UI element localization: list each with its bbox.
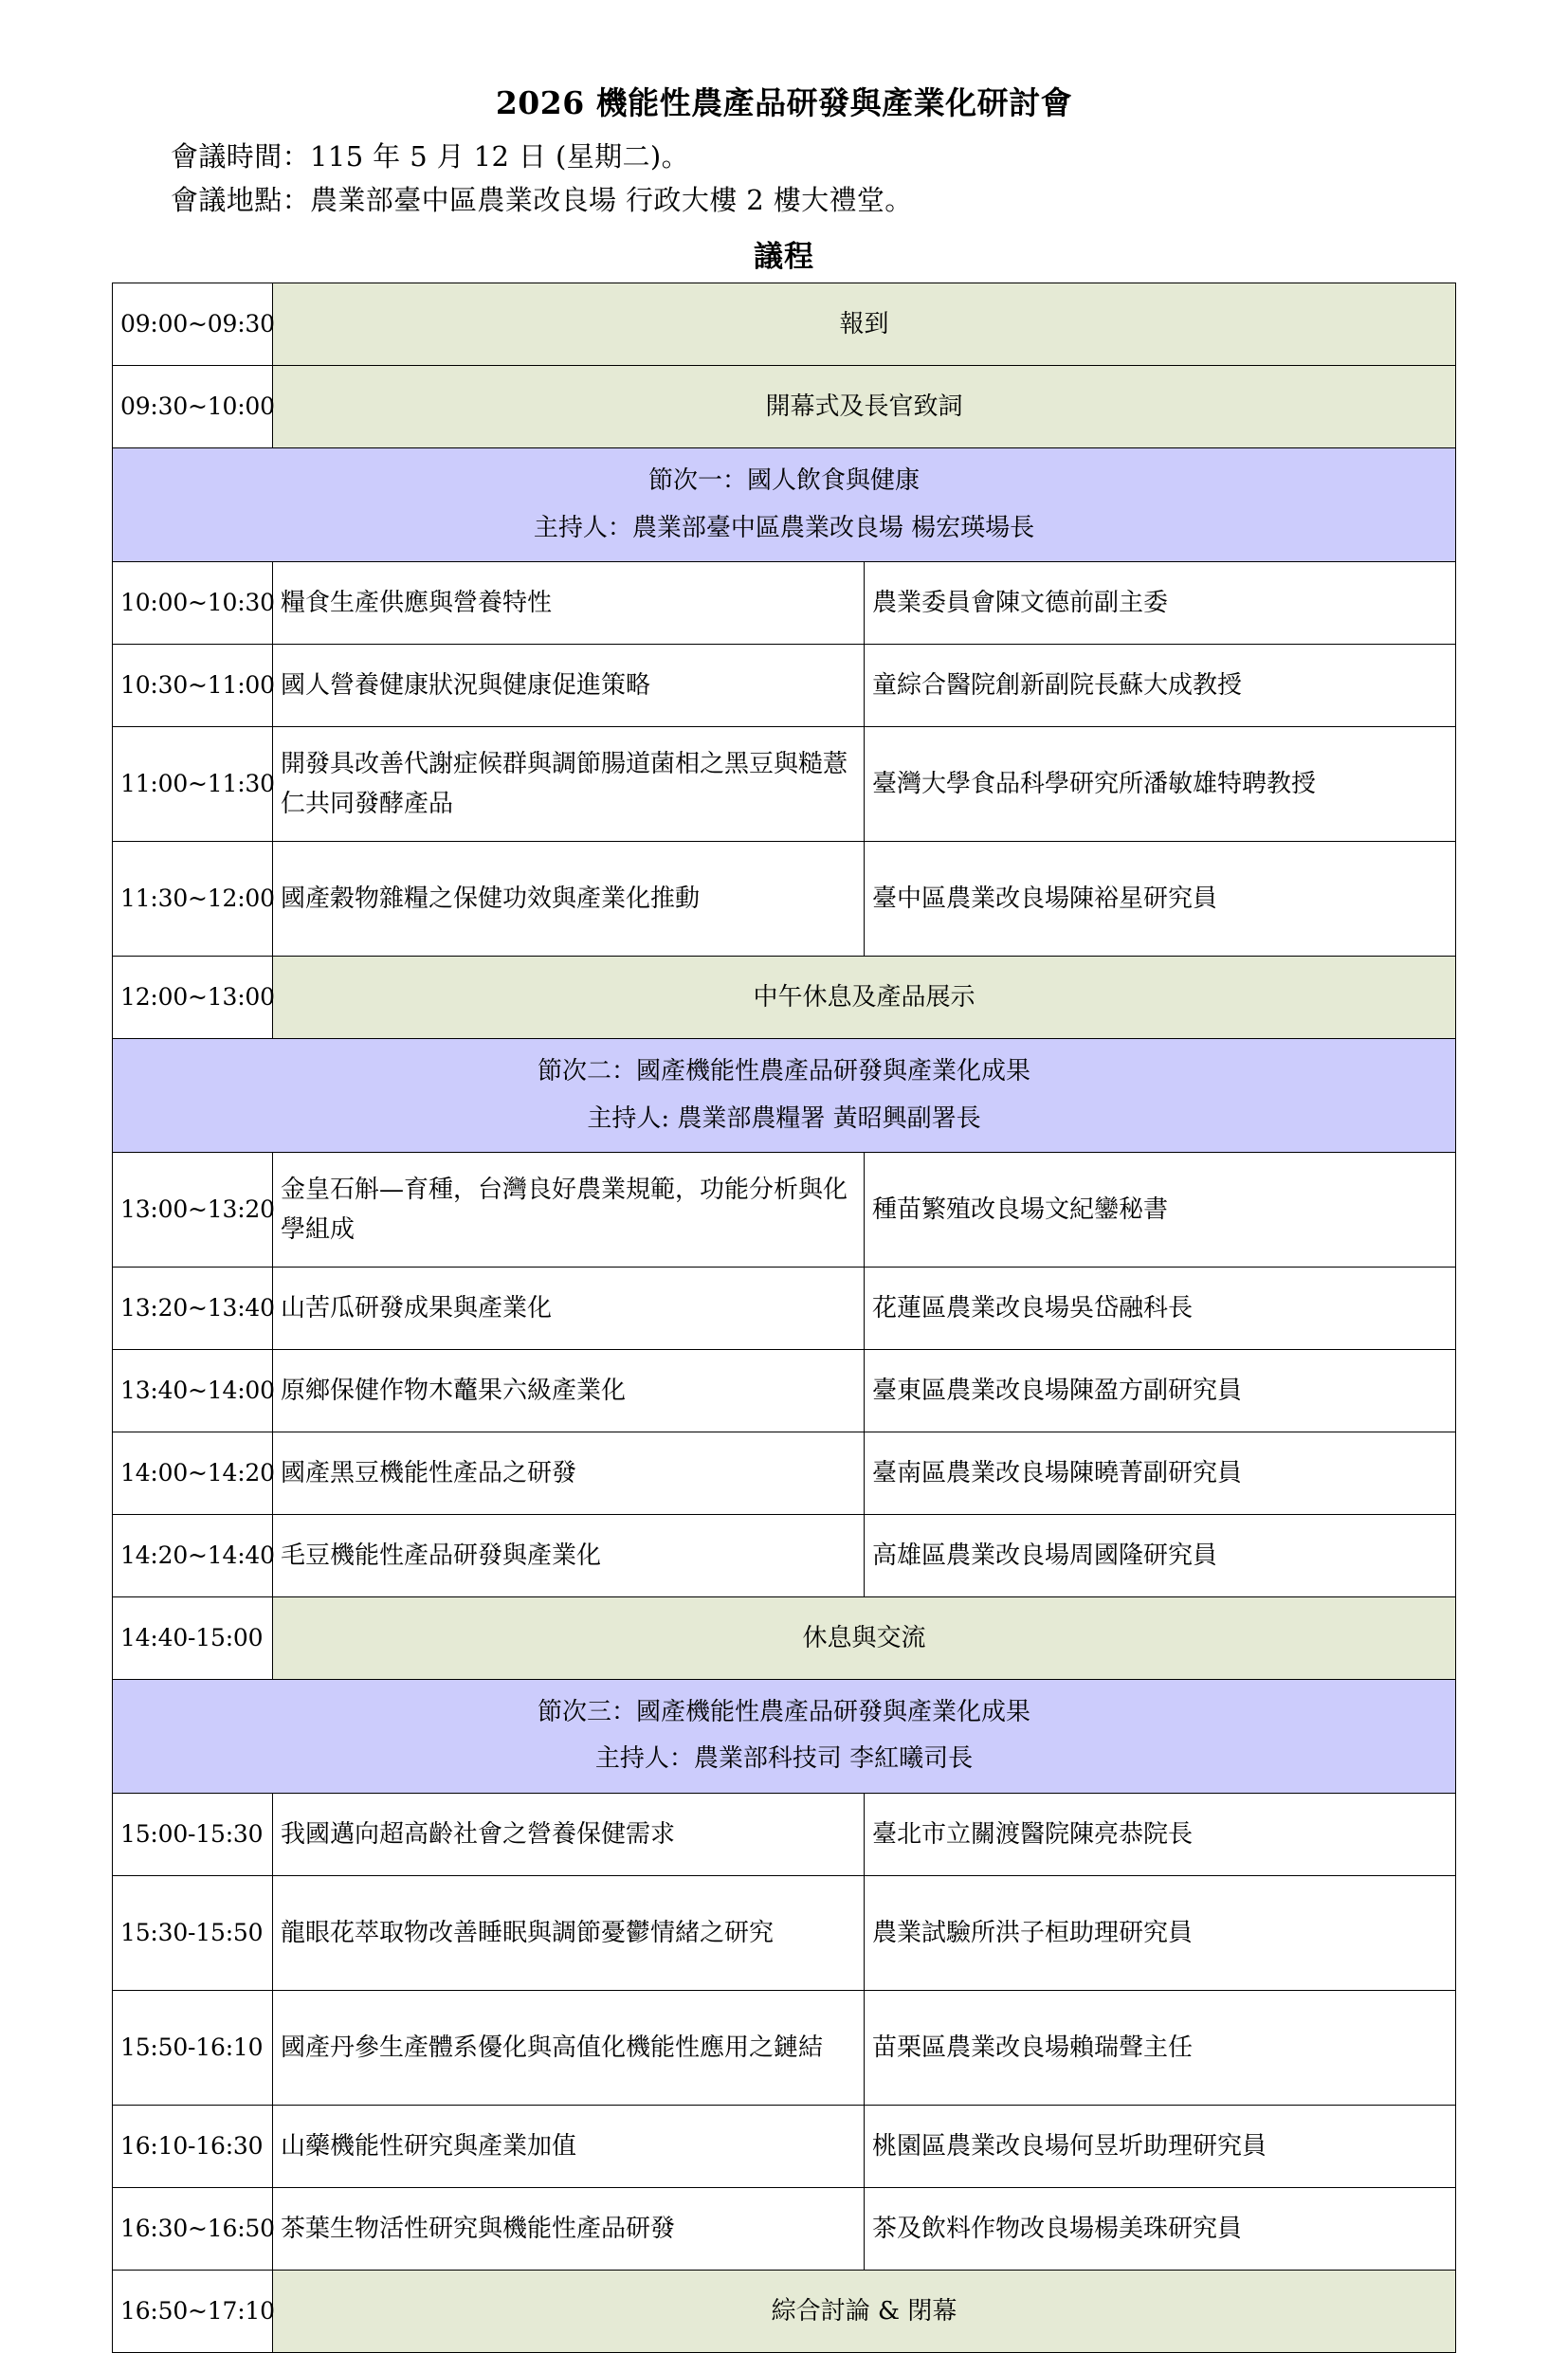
break-label-cell: 中午休息及產品展示 <box>273 957 1456 1039</box>
speaker-cell: 臺中區農業改良場陳裕星研究員 <box>865 842 1456 957</box>
session-header-row <box>113 448 1456 562</box>
agenda-table-body <box>113 283 1456 2352</box>
table-row <box>113 2105 1456 2187</box>
topic-cell: 糧食生產供應與營養特性 <box>273 562 865 645</box>
topic-cell: 山藥機能性研究與產業加值 <box>273 2105 865 2187</box>
speaker-cell: 花蓮區農業改良場吳岱融科長 <box>865 1267 1456 1349</box>
table-row <box>113 645 1456 727</box>
table-row <box>113 1875 1456 1990</box>
break-row <box>113 957 1456 1039</box>
meeting-time-line: 會議時間：115 年 5 月 12 日 (星期二)。 <box>171 140 690 173</box>
session-moderator: 主持人：農業部臺中區農業改良場 楊宏瑛場長 <box>533 513 1035 542</box>
agenda-table <box>112 283 1456 2352</box>
table-row <box>113 1267 1456 1349</box>
time-cell: 16:30~16:50 <box>113 2187 273 2270</box>
topic-cell: 國產穀物雜糧之保健功效與產業化推動 <box>273 842 865 957</box>
table-row <box>113 727 1456 842</box>
time-cell: 14:00~14:20 <box>113 1432 273 1514</box>
break-label-cell: 開幕式及長官致詞 <box>273 366 1456 448</box>
speaker-cell: 臺灣大學食品科學研究所潘敏雄特聘教授 <box>865 727 1456 842</box>
table-row <box>113 1514 1456 1596</box>
table-row <box>113 1793 1456 1875</box>
speaker-cell: 高雄區農業改良場周國隆研究員 <box>865 1514 1456 1596</box>
speaker-cell: 農業試驗所洪子桓助理研究員 <box>865 1875 1456 1990</box>
topic-cell: 我國邁向超高齡社會之營養保健需求 <box>273 1793 865 1875</box>
topic-cell: 山苦瓜研發成果與產業化 <box>273 1267 865 1349</box>
break-label-cell: 綜合討論 & 閉幕 <box>273 2270 1456 2352</box>
time-cell: 11:00~11:30 <box>113 727 273 842</box>
meeting-place-line: 會議地點：農業部臺中區農業改良場 行政大樓 2 樓大禮堂。 <box>171 184 913 217</box>
break-row <box>113 2270 1456 2352</box>
time-cell: 11:30~12:00 <box>113 842 273 957</box>
break-row <box>113 366 1456 448</box>
break-row <box>113 283 1456 366</box>
topic-cell: 茶葉生物活性研究與機能性產品研發 <box>273 2187 865 2270</box>
time-cell: 10:30~11:00 <box>113 645 273 727</box>
speaker-cell: 臺南區農業改良場陳曉菁副研究員 <box>865 1432 1456 1514</box>
topic-cell: 開發具改善代謝症候群與調節腸道菌相之黑豆與糙薏仁共同發酵產品 <box>273 727 865 842</box>
table-row <box>113 2187 1456 2270</box>
session-moderator: 主持人: 農業部農糧署 黃昭興副署長 <box>587 1104 981 1133</box>
speaker-cell: 茶及飲料作物改良場楊美珠研究員 <box>865 2187 1456 2270</box>
session-header-cell <box>113 1679 1456 1793</box>
page-title: 2026 機能性農產品研發與產業化研討會 <box>495 84 1073 121</box>
break-label-cell: 報到 <box>273 283 1456 366</box>
time-cell: 09:00~09:30 <box>113 283 273 366</box>
time-cell: 16:50~17:10 <box>113 2270 273 2352</box>
table-row <box>113 562 1456 645</box>
session-header-row <box>113 1039 1456 1153</box>
session-moderator: 主持人：農業部科技司 李紅曦司長 <box>594 1744 974 1774</box>
session-title: 節次三：國產機能性農產品研發與產業化成果 <box>537 1697 1030 1726</box>
speaker-cell: 童綜合醫院創新副院長蘇大成教授 <box>865 645 1456 727</box>
time-cell: 15:50-16:10 <box>113 1990 273 2105</box>
topic-cell: 國產黑豆機能性產品之研發 <box>273 1432 865 1514</box>
session-title: 節次二：國產機能性農產品研發與產業化成果 <box>537 1057 1030 1086</box>
session-header-cell <box>113 1039 1456 1153</box>
topic-cell: 國人營養健康狀況與健康促進策略 <box>273 645 865 727</box>
time-cell: 14:40-15:00 <box>113 1596 273 1679</box>
time-cell: 14:20~14:40 <box>113 1514 273 1596</box>
table-row <box>113 1349 1456 1432</box>
table-row <box>113 1432 1456 1514</box>
topic-cell: 原鄉保健作物木虌果六級產業化 <box>273 1349 865 1432</box>
time-cell: 13:20~13:40 <box>113 1267 273 1349</box>
speaker-cell: 種苗繁殖改良場文紀鑾秘書 <box>865 1152 1456 1267</box>
table-row <box>113 842 1456 957</box>
speaker-cell: 桃園區農業改良場何昱圻助理研究員 <box>865 2105 1456 2187</box>
time-cell: 13:40~14:00 <box>113 1349 273 1432</box>
time-cell: 15:30-15:50 <box>113 1875 273 1990</box>
time-cell: 13:00~13:20 <box>113 1152 273 1267</box>
session-header-cell <box>113 448 1456 562</box>
table-row <box>113 1990 1456 2105</box>
speaker-cell: 臺北市立關渡醫院陳亮恭院長 <box>865 1793 1456 1875</box>
time-cell: 16:10-16:30 <box>113 2105 273 2187</box>
topic-cell: 金皇石斛—育種，台灣良好農業規範，功能分析與化學組成 <box>273 1152 865 1267</box>
topic-cell: 毛豆機能性產品研發與產業化 <box>273 1514 865 1596</box>
time-cell: 12:00~13:00 <box>113 957 273 1039</box>
break-row <box>113 1596 1456 1679</box>
session-title: 節次一：國人飲食與健康 <box>647 466 920 496</box>
time-cell: 10:00~10:30 <box>113 562 273 645</box>
time-cell: 09:30~10:00 <box>113 366 273 448</box>
agenda-heading: 議程 <box>754 240 814 275</box>
speaker-cell: 臺東區農業改良場陳盈方副研究員 <box>865 1349 1456 1432</box>
topic-cell: 龍眼花萃取物改善睡眠與調節憂鬱情緒之研究 <box>273 1875 865 1990</box>
time-cell: 15:00-15:30 <box>113 1793 273 1875</box>
break-label-cell: 休息與交流 <box>273 1596 1456 1679</box>
topic-cell: 國產丹參生產體系優化與高值化機能性應用之鏈結 <box>273 1990 865 2105</box>
speaker-cell: 農業委員會陳文德前副主委 <box>865 562 1456 645</box>
session-header-row <box>113 1679 1456 1793</box>
speaker-cell: 苗栗區農業改良場賴瑞聲主任 <box>865 1990 1456 2105</box>
table-row <box>113 1152 1456 1267</box>
